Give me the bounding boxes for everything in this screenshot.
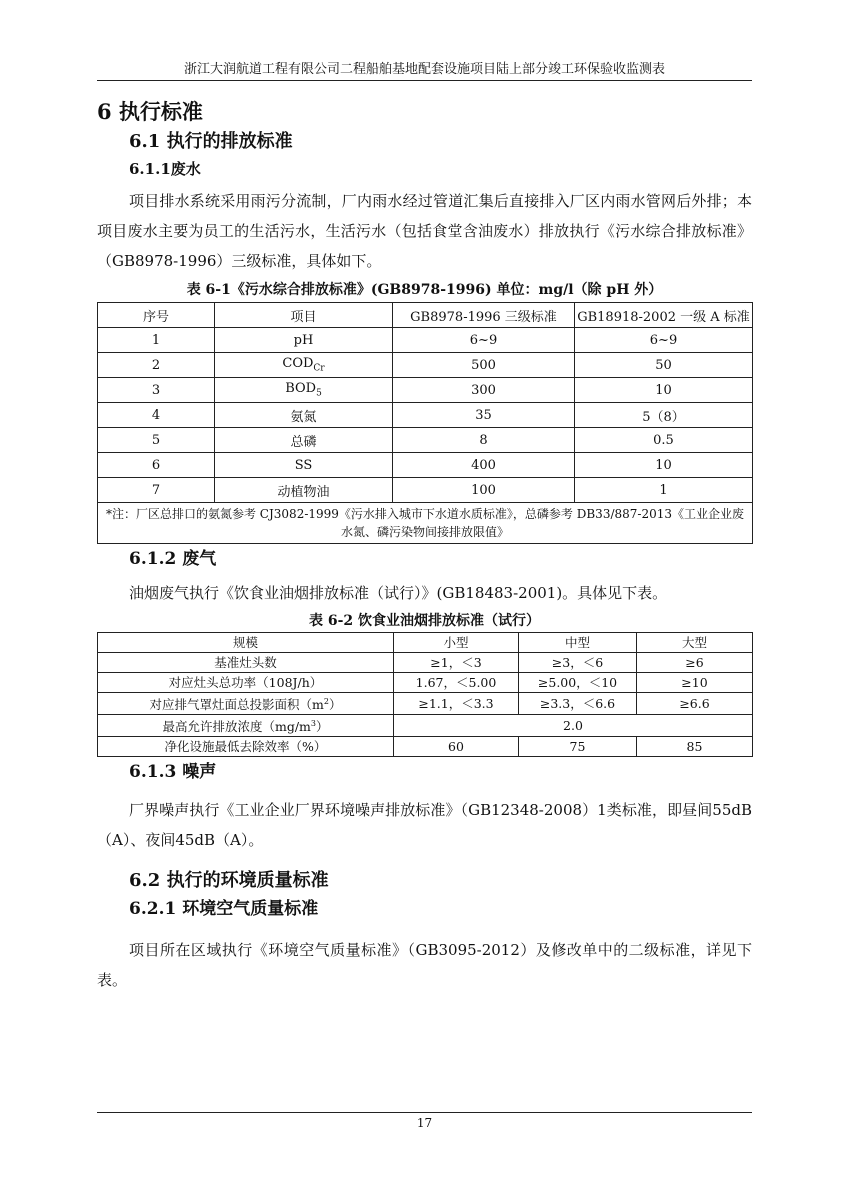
item-name: pH — [293, 332, 314, 348]
cell-gb18918: 50 — [575, 353, 753, 378]
table2-header-cell: 大型 — [637, 633, 753, 653]
table-row — [98, 715, 753, 737]
table-row — [98, 403, 753, 428]
cell-item — [215, 378, 393, 403]
cell-gb8978: 100 — [393, 478, 575, 503]
subsection-title-6-1: 6.1 执行的排放标准 — [129, 131, 293, 152]
table2-header-row — [98, 633, 753, 653]
heading-exhaust-gas: 6.1.2 废气 — [129, 549, 217, 569]
cell-gb18918: 5（8） — [575, 403, 753, 428]
cell-gb18918: 6~9 — [575, 328, 753, 353]
page-content — [97, 96, 752, 995]
cell-gb8978: 500 — [393, 353, 575, 378]
table-row — [98, 428, 753, 453]
cell-gb8978: 8 — [393, 428, 575, 453]
row-label — [98, 715, 394, 737]
cell-small: 60 — [394, 737, 519, 757]
table-row — [98, 737, 753, 757]
paragraph-noise: 厂界噪声执行《工业企业厂界环境噪声排放标准》（GB12348-2008）1类标准，即昼间55dB（A）、夜间45dB（A）。 — [97, 801, 752, 850]
cell-gb18918: 10 — [575, 378, 753, 403]
cell-gb18918: 10 — [575, 453, 753, 478]
cell-item — [215, 478, 393, 503]
cell-item — [215, 403, 393, 428]
cell-no: 5 — [98, 428, 215, 453]
table-row — [98, 653, 753, 673]
cell-no: 3 — [98, 378, 215, 403]
item-name: SS — [294, 457, 313, 473]
section-title: 6 执行标准 — [97, 99, 203, 124]
cell-gb8978: 35 — [393, 403, 575, 428]
table2-caption: 表 6-2 饮食业油烟排放标准（试行） — [308, 613, 541, 629]
row-label-text: 对应排气罩灶面总投影面积（m — [149, 697, 324, 713]
table-cooking-fume-standards — [97, 632, 753, 757]
row-label-text: 最高允许排放浓度（mg/m — [162, 719, 311, 735]
cell-item — [215, 328, 393, 353]
table-row — [98, 693, 753, 715]
item-subscript: Cr — [313, 363, 325, 374]
table1-header-cell: 序号 — [98, 303, 215, 328]
table2-header-cell: 中型 — [519, 633, 637, 653]
table1-caption: 表 6-1《污水综合排放标准》(GB8978-1996) 单位：mg/l（除 pH 外） — [186, 282, 663, 298]
row-label: 基准灶头数 — [98, 653, 394, 673]
cell-no: 1 — [98, 328, 215, 353]
cell-small: ≥1.1，＜3.3 — [394, 693, 519, 715]
page-number: 17 — [416, 1116, 433, 1130]
table-row — [98, 673, 753, 693]
cell-medium: 75 — [519, 737, 637, 757]
heading-wastewater: 6.1.1废水 — [129, 160, 201, 178]
footer-rule — [97, 1112, 752, 1113]
table-wastewater-standards — [97, 302, 753, 544]
row-label-end: ） — [328, 697, 342, 713]
row-label-superscript: 3 — [310, 719, 316, 729]
item-name: 氨氮 — [290, 409, 317, 425]
cell-gb18918: 1 — [575, 478, 753, 503]
row-label: 净化设施最低去除效率（%） — [98, 737, 394, 757]
cell-item — [215, 428, 393, 453]
table1-header-cell: GB18918-2002 一级 A 标准 — [575, 303, 753, 328]
cell-merged-all-sizes: 2.0 — [394, 715, 753, 737]
header-rule — [97, 80, 752, 81]
cell-medium: ≥3.3，＜6.6 — [519, 693, 637, 715]
cell-no: 6 — [98, 453, 215, 478]
table-row — [98, 378, 753, 403]
row-label-end: ） — [316, 719, 329, 735]
table-row — [98, 453, 753, 478]
cell-gb8978: 300 — [393, 378, 575, 403]
subsection-title-6-2: 6.2 执行的环境质量标准 — [129, 870, 329, 892]
item-name: 总磷 — [290, 434, 317, 450]
cell-medium: ≥3，＜6 — [519, 653, 637, 673]
table2-header-cell: 规模 — [98, 633, 394, 653]
cell-no: 7 — [98, 478, 215, 503]
item-name: COD — [282, 356, 314, 372]
cell-medium: ≥5.00，＜10 — [519, 673, 637, 693]
table-row — [98, 328, 753, 353]
cell-no: 2 — [98, 353, 215, 378]
table1-note-row — [98, 503, 753, 544]
paragraph-exhaust-gas: 油烟废气执行《饮食业油烟排放标准（试行）》(GB18483-2001)。具体见下表。 — [129, 584, 668, 602]
table-row — [98, 478, 753, 503]
page-header: 浙江大润航道工程有限公司二程船舶基地配套设施项目陆上部分竣工环保验收监测表 — [183, 62, 665, 77]
item-name: 动植物油 — [277, 484, 330, 500]
cell-item — [215, 353, 393, 378]
item-name: BOD — [285, 381, 317, 397]
cell-gb18918: 0.5 — [575, 428, 753, 453]
cell-large: ≥6.6 — [637, 693, 753, 715]
heading-ambient-air: 6.2.1 环境空气质量标准 — [129, 899, 319, 920]
cell-small: ≥1，＜3 — [394, 653, 519, 673]
cell-no: 4 — [98, 403, 215, 428]
table1-header-row — [98, 303, 753, 328]
cell-gb8978: 400 — [393, 453, 575, 478]
table1-header-cell: 项目 — [215, 303, 393, 328]
paragraph-ambient-air: 项目所在区域执行《环境空气质量标准》（GB3095-2012）及修改单中的二级标准，详见下表。 — [97, 941, 752, 990]
row-label — [98, 693, 394, 715]
row-label-superscript: 2 — [323, 697, 329, 706]
cell-large: ≥10 — [637, 673, 753, 693]
cell-large: 85 — [637, 737, 753, 757]
heading-noise: 6.1.3 噪声 — [129, 762, 217, 783]
table-row — [98, 353, 753, 378]
cell-small: 1.67，＜5.00 — [394, 673, 519, 693]
cell-large: ≥6 — [637, 653, 753, 673]
row-label: 对应灶头总功率（108J/h） — [98, 673, 394, 693]
table1-note: *注：厂区总排口的氨氮参考 CJ3082-1999《污水排入城市下水道水质标准》，总磷参考 DB33/887-2013《工业企业废水氮、磷污染物间接排放限值》 — [98, 503, 753, 544]
cell-gb8978: 6~9 — [393, 328, 575, 353]
paragraph-wastewater: 项目排水系统采用雨污分流制，厂内雨水经过管道汇集后直接排入厂区内雨水管网后外排；本项目废水主要为员工的生活污水，生活污水（包括食堂含油废水）排放执行《污水综合排放标准》（GB8978-1996）三级标准，具体如下。 — [97, 192, 752, 270]
cell-item — [215, 453, 393, 478]
item-subscript: 5 — [316, 388, 322, 399]
table1-header-cell: GB8978-1996 三级标准 — [393, 303, 575, 328]
table2-header-cell: 小型 — [394, 633, 519, 653]
